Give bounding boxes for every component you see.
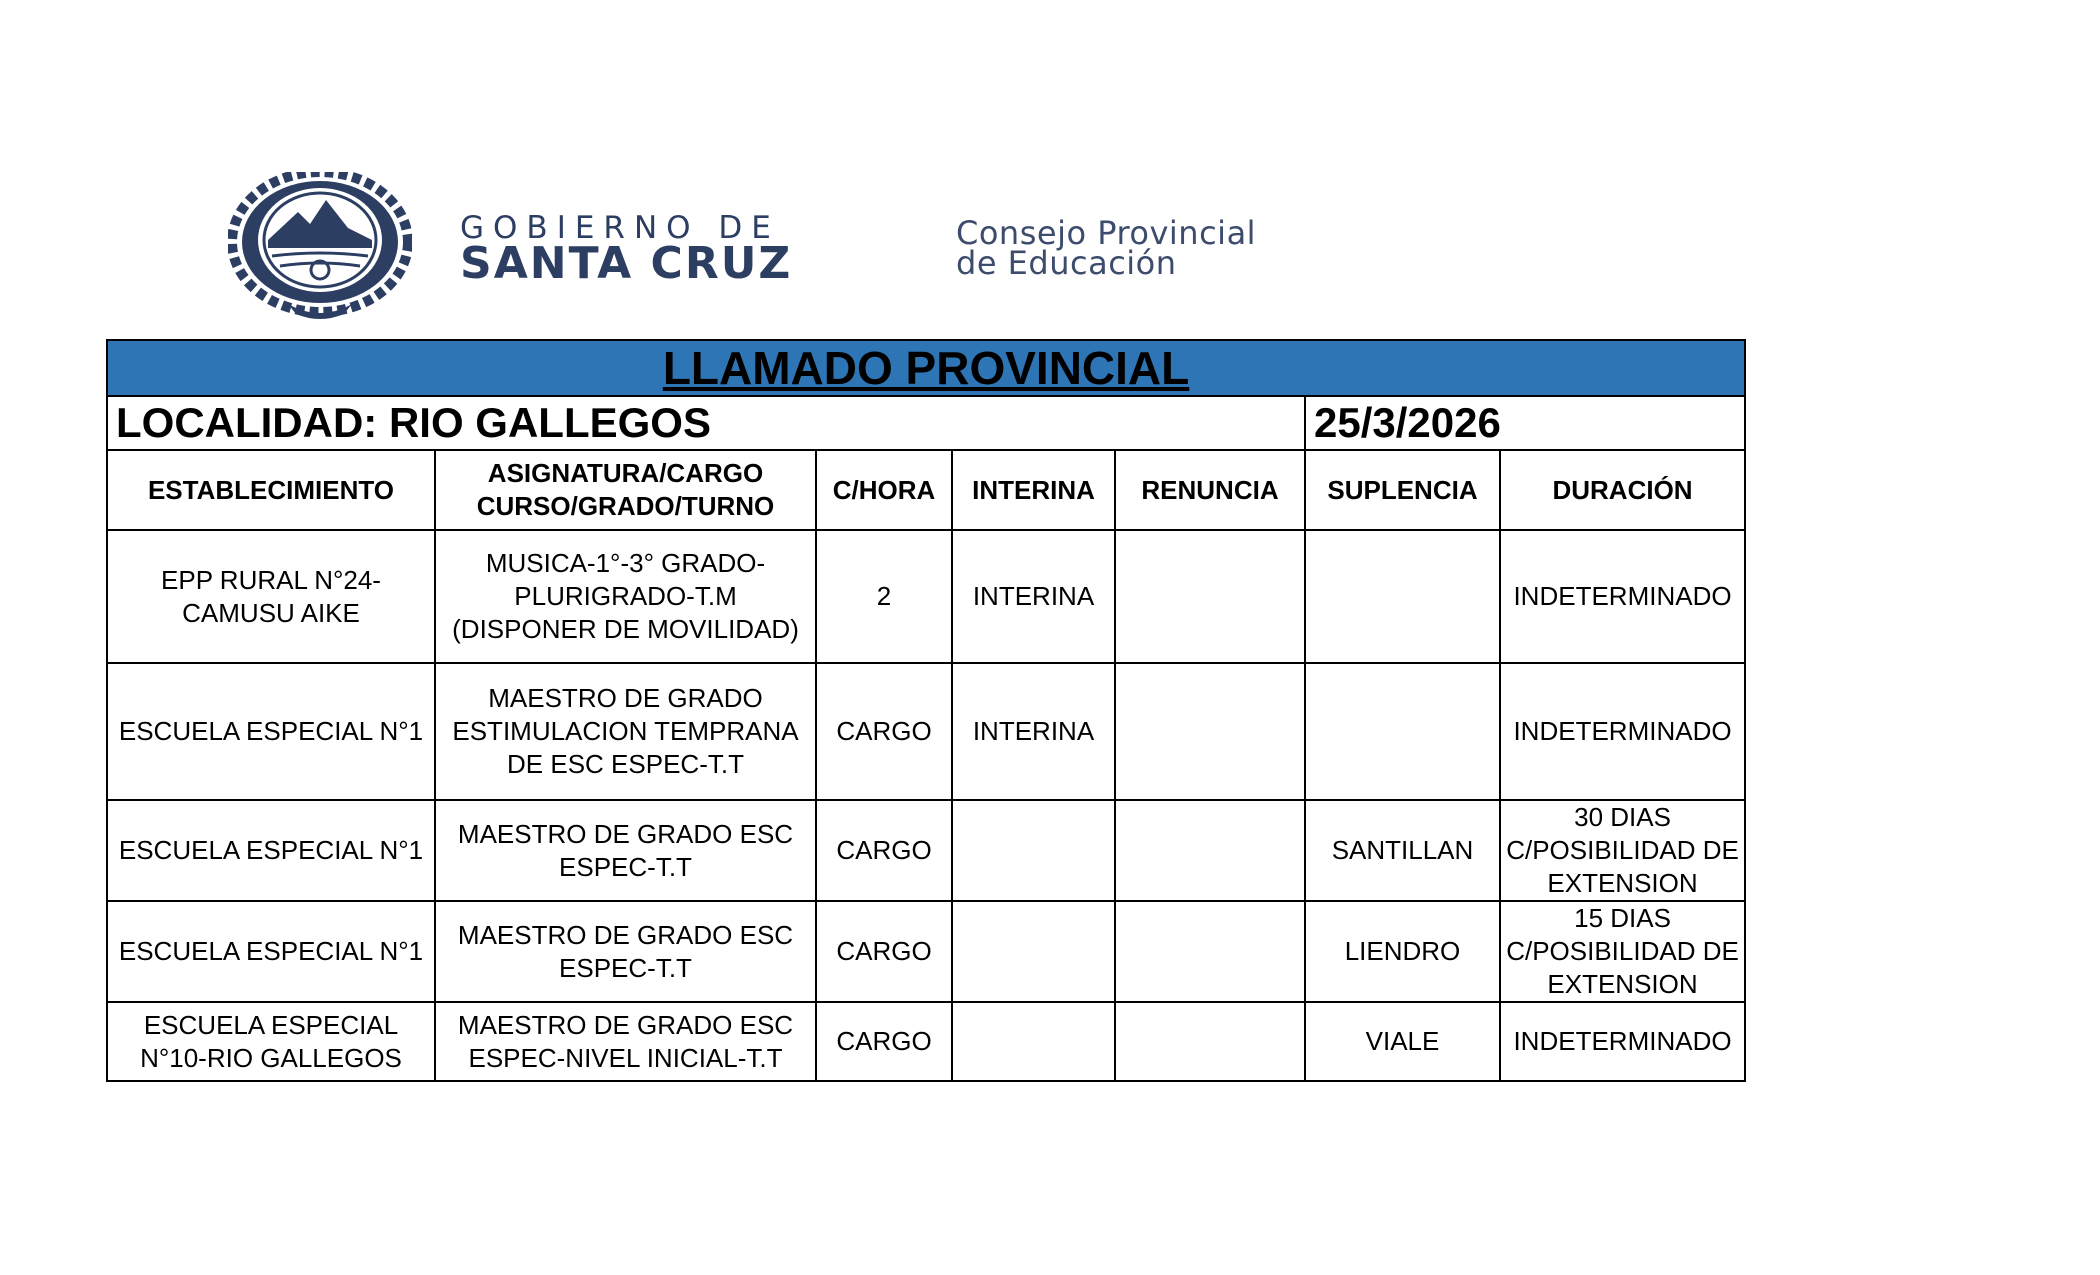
cell-duration: INDETERMINADO [1500, 663, 1745, 800]
locality-row [107, 396, 1745, 450]
title-row [107, 340, 1745, 396]
table-row [107, 901, 1745, 1002]
table-row [107, 663, 1745, 800]
cell-subject: MUSICA-1°-3° GRADO-PLURIGRADO-T.M (DISPONER DE MOVILIDAD) [435, 530, 816, 663]
province-seal-icon [228, 172, 412, 322]
council-wordmark [956, 214, 1257, 282]
cell-resignation [1115, 901, 1305, 1002]
header-row [107, 450, 1745, 530]
table-row [107, 1002, 1745, 1081]
cell-hours: CARGO [816, 663, 952, 800]
col-header: DURACIÓN [1500, 450, 1745, 530]
cell-resignation [1115, 800, 1305, 901]
cell-resignation [1115, 663, 1305, 800]
cell-hours: CARGO [816, 800, 952, 901]
cell-duration: INDETERMINADO [1500, 530, 1745, 663]
cell-establishment: EPP RURAL N°24-CAMUSU AIKE [107, 530, 435, 663]
cell-subject: MAESTRO DE GRADO ESC ESPEC-T.T [435, 800, 816, 901]
col-header: SUPLENCIA [1305, 450, 1500, 530]
table-row [107, 530, 1745, 663]
council-line1: Consejo Provincial [956, 214, 1257, 252]
cell-subject: MAESTRO DE GRADO ESC ESPEC-NIVEL INICIAL-T.T [435, 1002, 816, 1081]
cell-interim [952, 901, 1115, 1002]
col-header: ESTABLECIMIENTO [107, 450, 435, 530]
col-header: ASIGNATURA/CARGO CURSO/GRADO/TURNO [435, 450, 816, 530]
cell-interim [952, 800, 1115, 901]
cell-duration: 15 DIAS C/POSIBILIDAD DE EXTENSION [1500, 901, 1745, 1002]
cell-establishment: ESCUELA ESPECIAL N°1 [107, 901, 435, 1002]
cell-establishment: ESCUELA ESPECIAL N°1 [107, 800, 435, 901]
government-wordmark [460, 210, 793, 289]
cell-establishment: ESCUELA ESPECIAL N°10-RIO GALLEGOS [107, 1002, 435, 1081]
cell-substitution [1305, 663, 1500, 800]
cell-interim: INTERINA [952, 530, 1115, 663]
council-line2: de Educación [956, 244, 1177, 282]
vacancies-table [106, 339, 1746, 1082]
cell-hours: 2 [816, 530, 952, 663]
cell-substitution [1305, 530, 1500, 663]
col-header: RENUNCIA [1115, 450, 1305, 530]
cell-substitution: LIENDRO [1305, 901, 1500, 1002]
cell-duration: 30 DIAS C/POSIBILIDAD DE EXTENSION [1500, 800, 1745, 901]
col-header: INTERINA [952, 450, 1115, 530]
cell-interim: INTERINA [952, 663, 1115, 800]
cell-duration: INDETERMINADO [1500, 1002, 1745, 1081]
gov-line2: SANTA CRUZ [460, 238, 793, 289]
cell-substitution: VIALE [1305, 1002, 1500, 1081]
cell-subject: MAESTRO DE GRADO ESTIMULACION TEMPRANA DE ESC ESPEC-T.T [435, 663, 816, 800]
locality-label: LOCALIDAD: RIO GALLEGOS [107, 396, 1305, 450]
table-title: LLAMADO PROVINCIAL [107, 340, 1745, 396]
page-header [228, 172, 1378, 322]
cell-hours: CARGO [816, 1002, 952, 1081]
table-row [107, 800, 1745, 901]
cell-hours: CARGO [816, 901, 952, 1002]
col-header: C/HORA [816, 450, 952, 530]
cell-resignation [1115, 1002, 1305, 1081]
cell-substitution: SANTILLAN [1305, 800, 1500, 901]
cell-subject: MAESTRO DE GRADO ESC ESPEC-T.T [435, 901, 816, 1002]
gov-line1: GOBIERNO DE [460, 210, 780, 246]
cell-establishment: ESCUELA ESPECIAL N°1 [107, 663, 435, 800]
cell-resignation [1115, 530, 1305, 663]
cell-interim [952, 1002, 1115, 1081]
date-label: 25/3/2026 [1305, 396, 1745, 450]
